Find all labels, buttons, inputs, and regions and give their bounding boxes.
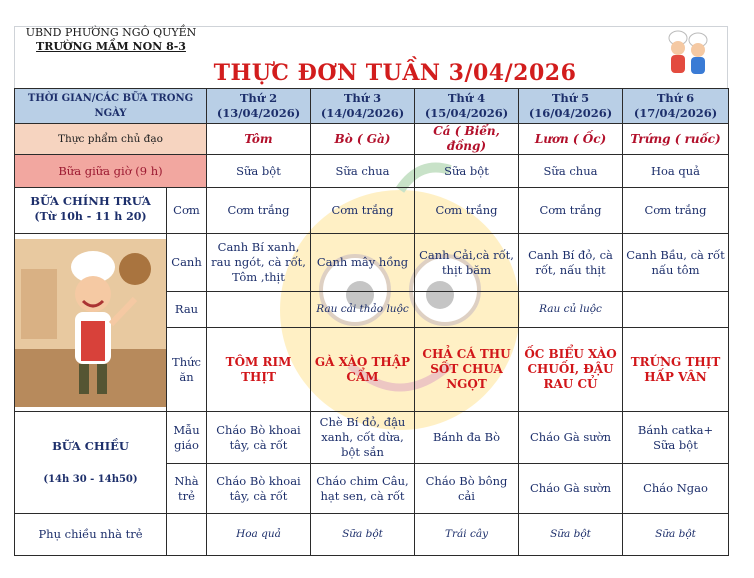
time-meal-header: THỜI GIAN/CÁC BỮA TRONG NGÀY bbox=[15, 89, 207, 124]
extra-row bbox=[15, 514, 729, 556]
weekly-menu-table bbox=[14, 88, 729, 556]
soup-cell: Canh Bí đỏ, cà rốt, nấu thịt bbox=[519, 234, 623, 292]
veg-cell bbox=[415, 292, 519, 328]
dish-cell: ỐC BIỂU XÀO CHUỐI, ĐẬU RAU CỦ bbox=[519, 328, 623, 412]
day-header: Thứ 5 (16/04/2026) bbox=[519, 89, 623, 124]
nursery-cell: Cháo Ngao bbox=[623, 464, 729, 514]
kindergarten-cell: Bánh đa Bò bbox=[415, 412, 519, 464]
day-header: Thứ 2 (13/04/2026) bbox=[207, 89, 311, 124]
header-row bbox=[15, 89, 729, 124]
kindergarten-row bbox=[15, 412, 729, 464]
veg-cell bbox=[623, 292, 729, 328]
main-food-cell: Lươn ( Ốc) bbox=[519, 124, 623, 155]
extra-cell: Sữa bột bbox=[623, 514, 729, 556]
day-header: Thứ 6 (17/04/2026) bbox=[623, 89, 729, 124]
organization-block bbox=[16, 26, 206, 54]
rice-cell: Cơm trắng bbox=[415, 188, 519, 234]
main-food-cell: Tôm bbox=[207, 124, 311, 155]
main-food-cell: Cá ( Biển, đồng) bbox=[415, 124, 519, 155]
veg-cell: Rau củ luộc bbox=[519, 292, 623, 328]
kindergarten-cell: Cháo Bò khoai tây, cà rốt bbox=[207, 412, 311, 464]
kindergarten-label: Mẫu giáo bbox=[167, 412, 207, 464]
kindergarten-cell: Chè Bí đỏ, đậu xanh, cốt dừa, bột sắn bbox=[311, 412, 415, 464]
rice-cell: Cơm trắng bbox=[519, 188, 623, 234]
afternoon-time: (14h 30 - 14h50) bbox=[43, 473, 138, 485]
extra-label: Phụ chiều nhà trẻ bbox=[15, 514, 167, 556]
dish-label: Thức ăn bbox=[167, 328, 207, 412]
snack-cell: Sữa bột bbox=[415, 155, 519, 188]
extra-cell: Sữa bột bbox=[519, 514, 623, 556]
veg-cell: Rau cải thảo luộc bbox=[311, 292, 415, 328]
soup-cell: Canh Cải,cà rốt, thịt băm bbox=[415, 234, 519, 292]
soup-cell: Canh Bầu, cà rốt nấu tôm bbox=[623, 234, 729, 292]
snack-cell: Sữa chua bbox=[519, 155, 623, 188]
day-header: Thứ 3 (14/04/2026) bbox=[311, 89, 415, 124]
afternoon-title: BỮA CHIỀU bbox=[52, 438, 129, 453]
soup-cell: Canh mây hồng bbox=[311, 234, 415, 292]
nursery-label: Nhà trẻ bbox=[167, 464, 207, 514]
rice-row bbox=[15, 188, 729, 234]
snack-cell: Hoa quả bbox=[623, 155, 729, 188]
main-food-cell: Trứng ( ruốc) bbox=[623, 124, 729, 155]
lunch-heading bbox=[15, 188, 167, 234]
rice-cell: Cơm trắng bbox=[311, 188, 415, 234]
kindergarten-cell: Cháo Gà sườn bbox=[519, 412, 623, 464]
chefs-icon bbox=[662, 28, 714, 80]
veg-cell bbox=[207, 292, 311, 328]
lunch-title: BỮA CHÍNH TRƯA bbox=[30, 194, 151, 208]
main-food-cell: Bò ( Gà) bbox=[311, 124, 415, 155]
snack-label: Bữa giữa giờ (9 h) bbox=[15, 155, 207, 188]
extra-cell: Sữa bột bbox=[311, 514, 415, 556]
chef-illustration-icon bbox=[15, 239, 167, 407]
extra-spacer bbox=[167, 514, 207, 556]
page-title: THỰC ĐƠN TUẦN 3/04/2026 bbox=[213, 60, 577, 86]
day-header: Thứ 4 (15/04/2026) bbox=[415, 89, 519, 124]
nursery-cell: Cháo chim Câu, hạt sen, cà rốt bbox=[311, 464, 415, 514]
dish-cell: TRỨNG THỊT HẤP VÂN bbox=[623, 328, 729, 412]
rice-label: Cơm bbox=[167, 188, 207, 234]
rice-cell: Cơm trắng bbox=[623, 188, 729, 234]
dish-cell: CHẢ CÁ THU SỐT CHUA NGỌT bbox=[415, 328, 519, 412]
nursery-cell: Cháo Bò bông cải bbox=[415, 464, 519, 514]
chef-image-cell bbox=[15, 234, 167, 412]
snack-cell: Sữa chua bbox=[311, 155, 415, 188]
school-name: TRƯỜNG MẦM NON 8-3 bbox=[36, 40, 186, 53]
extra-cell: Trái cây bbox=[415, 514, 519, 556]
dish-cell: GÀ XÀO THẬP CẨM bbox=[311, 328, 415, 412]
main-food-label: Thực phẩm chủ đạo bbox=[15, 124, 207, 155]
snack-cell: Sữa bột bbox=[207, 155, 311, 188]
org-name: UBND PHƯỜNG NGÔ QUYỀN bbox=[25, 26, 197, 39]
afternoon-heading bbox=[15, 412, 167, 514]
dish-cell: TÔM RIM THỊT bbox=[207, 328, 311, 412]
main-food-row bbox=[15, 124, 729, 155]
nursery-cell: Cháo Bò khoai tây, cà rốt bbox=[207, 464, 311, 514]
soup-label: Canh bbox=[167, 234, 207, 292]
nursery-cell: Cháo Gà sườn bbox=[519, 464, 623, 514]
rice-cell: Cơm trắng bbox=[207, 188, 311, 234]
soup-row bbox=[15, 234, 729, 292]
lunch-time: (Từ 10h - 11 h 20) bbox=[34, 210, 147, 223]
extra-cell: Hoa quả bbox=[207, 514, 311, 556]
soup-cell: Canh Bí xanh, rau ngót, cà rốt, Tôm ,thịt bbox=[207, 234, 311, 292]
snack-row bbox=[15, 155, 729, 188]
veg-label: Rau bbox=[167, 292, 207, 328]
kindergarten-cell: Bánh catka+ Sữa bột bbox=[623, 412, 729, 464]
